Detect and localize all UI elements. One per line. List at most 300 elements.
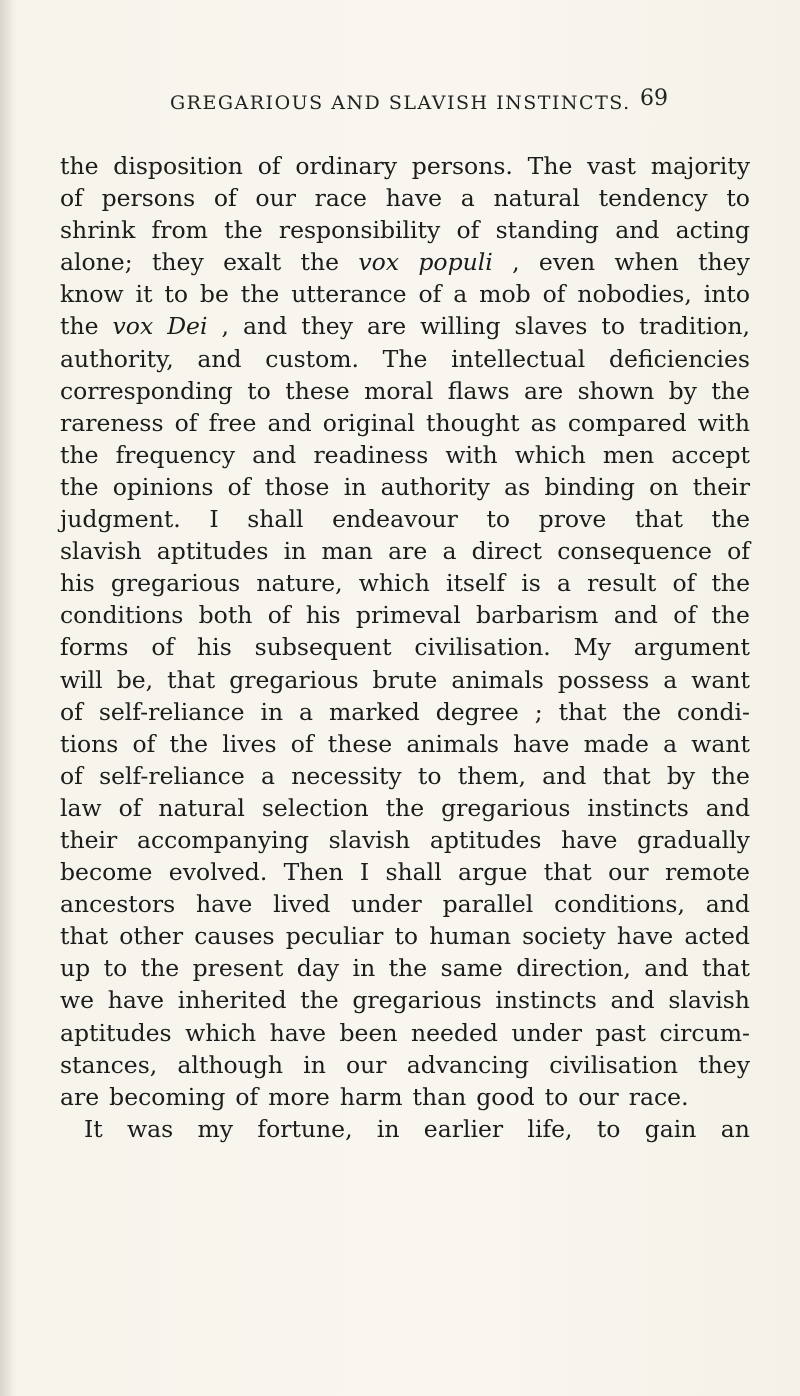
page-gutter-shadow — [0, 0, 14, 1396]
text-line — [60, 728, 750, 760]
word: race — [314, 184, 367, 213]
word: flaws — [447, 376, 510, 405]
word: we — [60, 986, 95, 1015]
word: which — [185, 1018, 257, 1047]
word: thought — [426, 408, 520, 437]
word: fortune, — [257, 1114, 353, 1143]
word: utterance — [291, 280, 407, 309]
word: the — [711, 761, 750, 790]
text-line — [60, 310, 750, 342]
word: stances, — [60, 1050, 158, 1079]
word: and — [705, 793, 750, 822]
text-line — [60, 150, 750, 182]
word: conditions, — [554, 890, 685, 919]
word: majority — [650, 152, 750, 180]
word: to — [726, 184, 750, 213]
text-line — [60, 1017, 750, 1049]
word: those — [264, 472, 330, 501]
word: have — [385, 184, 443, 213]
word: Then — [283, 858, 344, 887]
page-header — [0, 86, 800, 132]
word: that — [558, 697, 607, 726]
word: the — [388, 954, 428, 983]
word: of — [132, 729, 156, 758]
word: brute — [372, 665, 438, 694]
word: the — [385, 793, 425, 822]
word: to — [486, 505, 511, 534]
word: ; — [534, 697, 543, 726]
word: race. — [628, 1082, 689, 1111]
word: populi — [418, 248, 493, 277]
word: It — [84, 1114, 103, 1143]
word: the — [711, 376, 750, 405]
word: society — [522, 922, 606, 951]
word: My — [573, 633, 611, 662]
word: direction, — [516, 954, 631, 983]
word: slavish — [60, 537, 142, 566]
word: that — [167, 665, 216, 694]
word: marked — [329, 697, 420, 726]
word: on — [649, 472, 679, 501]
word: our — [608, 858, 649, 887]
word: of — [418, 280, 442, 309]
word: compared — [567, 408, 687, 437]
word: are — [388, 537, 428, 566]
text-line — [60, 1049, 750, 1081]
word: life, — [527, 1114, 573, 1143]
word: to — [596, 1114, 621, 1143]
word: nobodies, — [577, 280, 692, 309]
word: other — [119, 922, 184, 951]
word: both — [198, 601, 253, 630]
text-line — [60, 599, 750, 631]
text-line — [60, 824, 750, 856]
word: a — [442, 537, 457, 566]
word: I — [209, 505, 219, 534]
word: advancing — [406, 1050, 530, 1079]
word: nature, — [256, 569, 343, 598]
word: vast — [587, 152, 636, 180]
word: primeval — [355, 601, 461, 630]
word: opinions — [112, 472, 214, 501]
word: want — [691, 665, 750, 694]
word: my — [197, 1114, 234, 1143]
word: be — [199, 280, 229, 309]
word: animals — [406, 729, 499, 758]
word: and — [613, 601, 658, 630]
word: corresponding — [60, 376, 233, 405]
word: endeavour — [332, 505, 458, 534]
word: causes — [194, 922, 275, 951]
word: his — [60, 569, 95, 598]
word: past — [595, 1018, 646, 1047]
word: evolved. — [168, 858, 268, 887]
word: earlier — [423, 1114, 504, 1143]
word: possess — [557, 665, 650, 694]
text-line — [60, 984, 750, 1016]
word: up — [60, 954, 91, 983]
word: that — [60, 922, 109, 951]
word: of — [118, 793, 142, 822]
word: by — [666, 761, 696, 790]
word: become — [60, 858, 153, 887]
word: circum- — [659, 1018, 750, 1047]
word: a — [556, 569, 571, 598]
text-line — [60, 631, 750, 663]
word: conditions — [60, 601, 184, 630]
word: with — [445, 440, 498, 469]
word: and — [615, 216, 660, 245]
word: lives — [222, 729, 277, 758]
word: a — [260, 761, 275, 790]
word: subsequent — [254, 633, 392, 662]
word: his — [197, 633, 232, 662]
word: result — [587, 569, 657, 598]
word: of — [213, 184, 237, 213]
text-line — [60, 664, 750, 696]
text-line — [60, 214, 750, 246]
word: deficiencies — [608, 344, 750, 373]
word: these — [285, 376, 350, 405]
text-line — [60, 407, 750, 439]
word: with — [697, 408, 750, 437]
word: want — [691, 729, 750, 758]
word: the — [60, 472, 99, 501]
word: under — [351, 890, 422, 919]
word: harm — [339, 1082, 403, 1111]
word: in — [283, 537, 307, 566]
word: that — [543, 858, 592, 887]
word: shrink — [60, 216, 136, 245]
word: free — [208, 408, 257, 437]
word: and — [197, 344, 242, 373]
word: frequency — [115, 440, 236, 469]
text-line — [60, 375, 750, 407]
word: their — [692, 472, 750, 501]
word: civilisation — [549, 1050, 679, 1079]
word: which — [514, 440, 586, 469]
word: a — [460, 184, 475, 213]
word: gain — [644, 1114, 697, 1143]
word: instincts — [495, 986, 597, 1015]
word: rareness — [60, 408, 164, 437]
word: present — [192, 954, 284, 983]
text-line — [60, 439, 750, 471]
word: remote — [664, 858, 750, 887]
word: it — [135, 280, 153, 309]
text-line — [60, 1081, 750, 1113]
word: and — [610, 986, 655, 1015]
word: of — [267, 601, 291, 630]
text-line — [60, 1113, 750, 1145]
word: same — [440, 954, 503, 983]
word: although — [177, 1050, 283, 1079]
word: acted — [684, 922, 750, 951]
text-line — [60, 952, 750, 984]
text-line — [60, 343, 750, 375]
word: natural — [158, 793, 245, 822]
word: aptitudes — [60, 1018, 172, 1047]
word: have — [269, 1018, 327, 1047]
word: men — [602, 440, 655, 469]
word: and — [243, 312, 288, 341]
text-line — [60, 856, 750, 888]
word: in — [260, 697, 284, 726]
word: persons — [101, 184, 196, 213]
word: in — [343, 472, 367, 501]
word: to — [601, 312, 625, 341]
word: slavish — [328, 825, 411, 854]
word: his — [305, 601, 341, 630]
word: been — [339, 1018, 398, 1047]
word: of — [235, 1082, 259, 1111]
page-number: 69 — [640, 86, 668, 111]
word: of — [227, 472, 251, 501]
word: the — [169, 729, 209, 758]
word: , — [512, 248, 520, 277]
word: shall — [385, 858, 442, 887]
word: of — [151, 633, 175, 662]
word: an — [720, 1114, 750, 1143]
word: binding — [544, 472, 635, 501]
word: our — [578, 1082, 619, 1111]
word: selection — [261, 793, 369, 822]
word: are — [60, 1082, 100, 1111]
word: slaves — [514, 312, 588, 341]
word: law — [60, 793, 102, 822]
word: to — [417, 761, 442, 790]
word: acting — [675, 216, 750, 245]
word: of — [290, 729, 314, 758]
word: The — [527, 152, 573, 180]
word: ordinary — [295, 152, 397, 180]
word: gregarious — [110, 569, 241, 598]
body-text — [60, 150, 750, 1145]
text-line — [60, 792, 750, 824]
word: of — [60, 761, 83, 790]
word: as — [504, 472, 531, 501]
word: to — [103, 954, 128, 983]
word: to — [394, 922, 419, 951]
word: alone; — [60, 248, 133, 277]
word: willing — [420, 312, 501, 341]
word: that — [602, 761, 651, 790]
word: they — [698, 248, 750, 277]
word: be, — [116, 665, 154, 694]
word: the — [60, 312, 99, 341]
word: of — [542, 280, 566, 309]
word: more — [268, 1082, 330, 1111]
word: degree — [435, 697, 519, 726]
running-title: GREGARIOUS AND SLAVISH INSTINCTS. — [170, 92, 631, 114]
text-line — [60, 471, 750, 503]
word: from — [151, 216, 208, 245]
word: the — [60, 152, 99, 180]
word: made — [583, 729, 649, 758]
word: gradually — [637, 825, 750, 854]
word: shown — [577, 376, 655, 405]
word: moral — [364, 376, 434, 405]
word: and — [705, 890, 750, 919]
word: of — [60, 697, 83, 726]
word: slavish — [668, 986, 750, 1015]
word: the — [60, 440, 99, 469]
word: the — [300, 248, 340, 277]
word: in — [352, 954, 376, 983]
word: condi- — [677, 697, 750, 726]
word: have — [196, 890, 253, 919]
word: , — [221, 312, 229, 341]
word: authority — [380, 472, 490, 501]
word: prove — [538, 505, 607, 534]
word: itself — [445, 569, 506, 598]
word: day — [296, 954, 340, 983]
word: that — [634, 505, 683, 534]
word: gregarious — [229, 665, 359, 694]
word: even — [538, 248, 596, 277]
word: natural — [493, 184, 580, 213]
word: ancestors — [60, 890, 176, 919]
word: tions — [60, 729, 119, 758]
word: they — [301, 312, 353, 341]
word: The — [382, 344, 428, 373]
word: aptitudes — [156, 537, 269, 566]
word: the — [240, 280, 280, 309]
word: have — [616, 922, 674, 951]
word: is — [521, 569, 541, 598]
word: necessity — [291, 761, 402, 790]
word: as — [530, 408, 557, 437]
word: accompanying — [136, 825, 309, 854]
word: responsibility — [278, 216, 441, 245]
word: intellectual — [451, 344, 586, 373]
text-line — [60, 760, 750, 792]
word: have — [107, 986, 165, 1015]
word: the — [622, 697, 662, 726]
word: readiness — [313, 440, 429, 469]
word: vox — [358, 248, 400, 277]
word: consequence — [557, 537, 712, 566]
word: standing — [495, 216, 599, 245]
word: argue — [458, 858, 528, 887]
word: to — [247, 376, 271, 405]
word: self-reliance — [98, 697, 245, 726]
text-line — [60, 920, 750, 952]
word: of — [174, 408, 198, 437]
word: are — [367, 312, 407, 341]
word: accept — [671, 440, 750, 469]
word: the — [711, 505, 750, 534]
word: custom. — [265, 344, 359, 373]
word: by — [668, 376, 697, 405]
word: are — [524, 376, 564, 405]
word: persons. — [411, 152, 513, 180]
word: a — [453, 280, 468, 309]
word: they — [151, 248, 204, 277]
word: have — [561, 825, 618, 854]
word: they — [698, 1050, 750, 1079]
word: into — [703, 280, 750, 309]
word: inherited — [177, 986, 287, 1015]
word: their — [60, 825, 118, 854]
text-line — [60, 888, 750, 920]
word: the — [711, 601, 750, 630]
word: these — [327, 729, 393, 758]
word: lived — [273, 890, 331, 919]
word: I — [359, 858, 370, 887]
word: original — [322, 408, 415, 437]
word: Dei — [167, 312, 208, 341]
word: vox — [112, 312, 154, 341]
word: in — [303, 1050, 326, 1079]
word: mob — [479, 280, 531, 309]
word: barbarism — [476, 601, 599, 630]
word: which — [358, 569, 430, 598]
text-line — [60, 182, 750, 214]
word: have — [513, 729, 570, 758]
word: gregarious — [352, 986, 482, 1015]
word: the — [300, 986, 339, 1015]
word: peculiar — [285, 922, 384, 951]
word: of — [257, 152, 281, 180]
word: know — [60, 280, 124, 309]
word: and — [252, 440, 297, 469]
word: in — [376, 1114, 400, 1143]
word: of — [60, 184, 83, 213]
word: shall — [247, 505, 304, 534]
word: of — [727, 537, 750, 566]
word: the — [140, 954, 180, 983]
word: judgment. — [60, 505, 181, 534]
word: and — [267, 408, 312, 437]
text-line — [60, 246, 750, 278]
word: direct — [471, 537, 542, 566]
word: exalt — [223, 248, 282, 277]
word: of — [456, 216, 480, 245]
word: will — [60, 665, 103, 694]
word: the — [711, 569, 750, 598]
word: to — [544, 1082, 569, 1111]
word: our — [346, 1050, 387, 1079]
word: becoming — [109, 1082, 226, 1111]
text-line — [60, 503, 750, 535]
text-line — [60, 278, 750, 310]
word: disposition — [113, 152, 243, 180]
word: a — [299, 697, 314, 726]
word: them, — [457, 761, 526, 790]
word: needed — [411, 1018, 498, 1047]
word: gregarious — [441, 793, 571, 822]
word: the — [224, 216, 263, 245]
text-line — [60, 567, 750, 599]
word: and — [644, 954, 689, 983]
word: parallel — [442, 890, 534, 919]
word: to — [164, 280, 189, 309]
word: that — [701, 954, 750, 983]
word: than — [412, 1082, 467, 1111]
word: good — [476, 1082, 535, 1111]
word: and — [542, 761, 587, 790]
word: instincts — [587, 793, 689, 822]
word: our — [255, 184, 296, 213]
word: authority, — [60, 344, 174, 373]
word: forms — [60, 633, 129, 662]
word: of — [672, 569, 696, 598]
word: argument — [633, 633, 750, 662]
word: civilisation. — [414, 633, 551, 662]
text-line — [60, 535, 750, 567]
text-line — [60, 696, 750, 728]
